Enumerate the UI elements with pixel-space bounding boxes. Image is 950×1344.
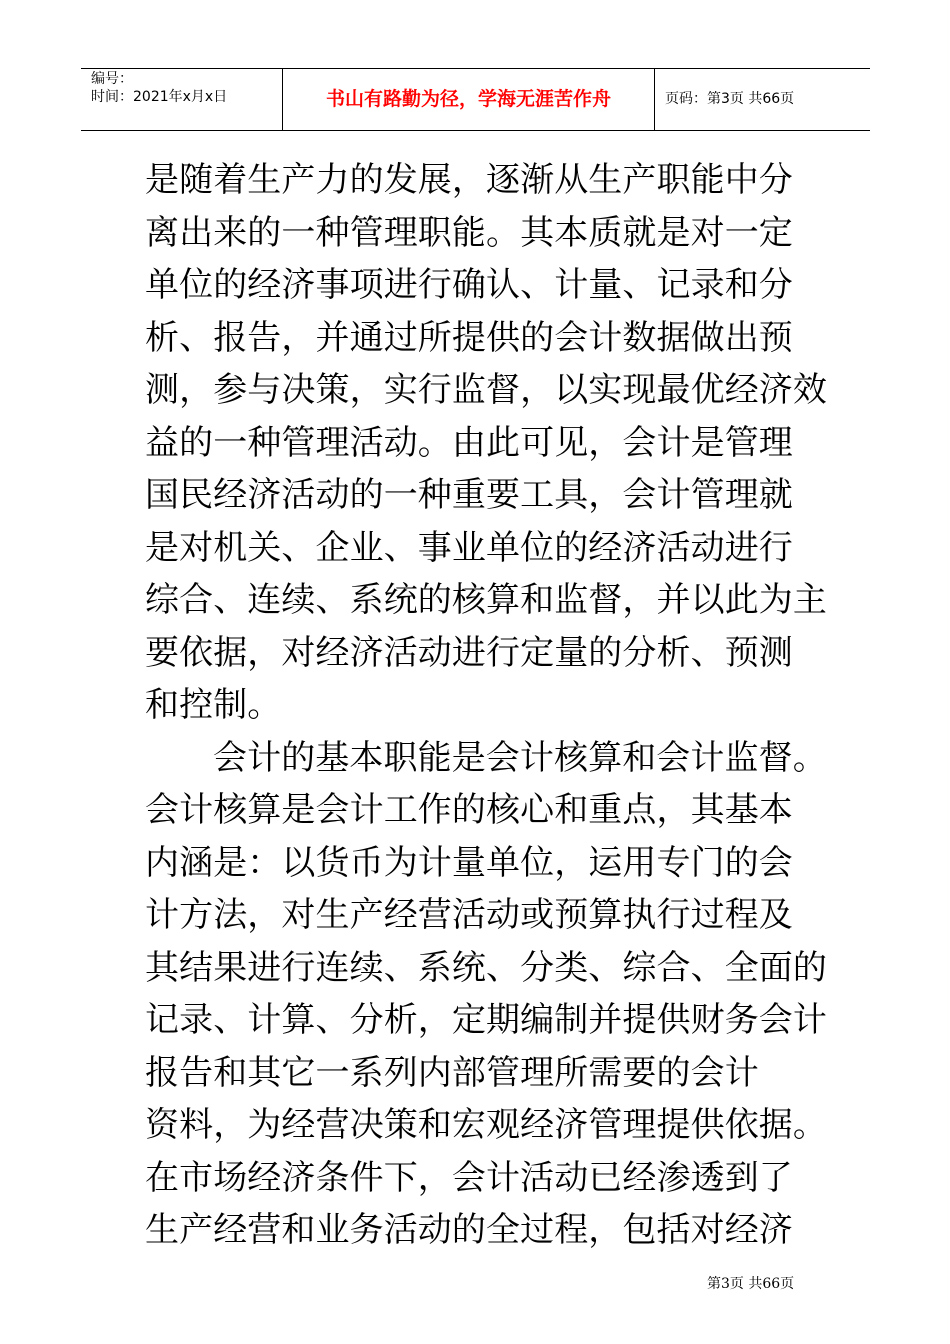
document-number-label: 编号： [91,71,133,87]
header-page-cell [655,69,870,130]
text-line: 益的一种管理活动。由此可见，会计是管理 [145,422,793,463]
document-time-label: 时间：2021年x月x日 [91,89,228,105]
text-line: 计方法，对生产经营活动或预算执行过程及 [145,895,793,935]
text-line: 国民经济活动的一种重要工具，会计管理就 [145,475,793,515]
text-line: 析、报告，并通过所提供的会计数据做出预 [145,317,793,358]
header-info-cell [81,69,283,130]
text-line: 内涵是：以货币为计量单位，运用专门的会 [145,842,793,883]
page-footer: 第3页 共66页 [707,1276,795,1292]
paragraph-1 [145,154,827,732]
header-page-code: 页码：第3页 共66页 [665,91,795,107]
text-line: 测，参与决策，实行监督，以实现最优经济效 [145,370,827,410]
text-line: 其结果进行连续、系统、分类、综合、全面的 [145,947,827,988]
text-line: 和控制。 [145,685,282,725]
paragraph-2 [145,732,827,1257]
text-line: 生产经营和业务活动的全过程，包括对经济 [145,1210,793,1250]
text-line: 离出来的一种管理职能。其本质就是对一定 [145,212,793,253]
text-line: 会计核算是会计工作的核心和重点，其基本 [145,790,793,830]
text-line: 资料，为经营决策和宏观经济管理提供依据。 [145,1105,827,1145]
text-line: 综合、连续、系统的核算和监督，并以此为主 [145,580,827,620]
text-line: 是随着生产力的发展，逐渐从生产职能中分 [145,160,793,200]
document-body [145,154,827,1257]
text-line: 记录、计算、分析，定期编制并提供财务会计 [145,1000,827,1040]
page-header [81,68,870,131]
header-motto-cell [283,69,655,130]
text-line: 会计的基本职能是会计核算和会计监督。 [213,737,827,778]
text-line: 要依据，对经济活动进行定量的分析、预测 [145,632,793,673]
header-motto: 书山有路勤为径，学海无涯苦作舟 [325,88,611,110]
text-line: 报告和其它一系列内部管理所需要的会计 [145,1052,759,1093]
text-line: 在市场经济条件下，会计活动已经渗透到了 [145,1157,793,1198]
text-line: 是对机关、企业、事业单位的经济活动进行 [145,527,793,568]
text-line: 单位的经济事项进行确认、计量、记录和分 [145,265,793,305]
